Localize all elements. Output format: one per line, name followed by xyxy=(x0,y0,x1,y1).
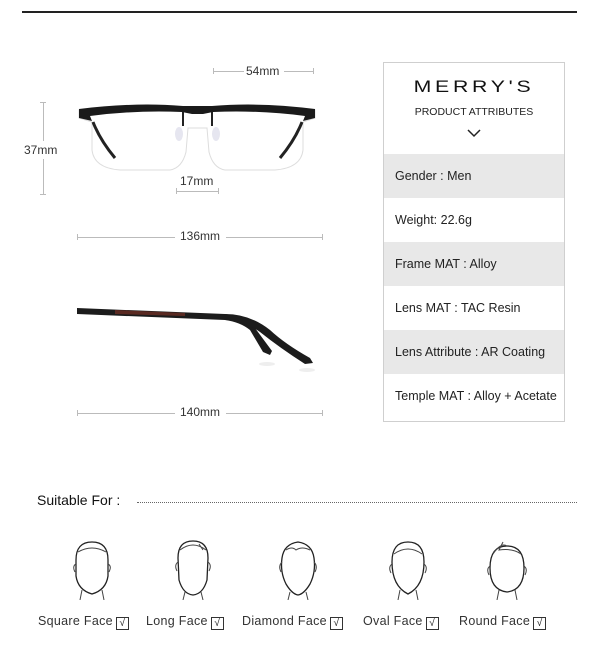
attr-weight: Weight: 22.6g xyxy=(395,213,472,227)
dim-tick xyxy=(322,410,323,416)
checkbox-checked-icon: √ xyxy=(116,617,129,630)
face-label: Round Face xyxy=(459,614,531,628)
face-option-oval xyxy=(363,614,439,630)
glasses-front-image xyxy=(75,100,320,180)
dim-tick xyxy=(218,188,219,194)
face-label: Square Face xyxy=(38,614,113,628)
round-face-icon xyxy=(477,538,537,600)
oval-face-icon xyxy=(378,538,438,600)
diamond-face-icon xyxy=(268,538,328,600)
temple-length-label: 140mm xyxy=(180,405,221,419)
dim-line xyxy=(77,237,175,238)
dim-tick xyxy=(77,234,78,240)
glasses-side-image xyxy=(75,300,320,375)
dim-line xyxy=(77,413,175,414)
attr-temple-mat: Temple MAT : Alloy + Acetate xyxy=(395,389,557,403)
panel-subtitle: PRODUCT ATTRIBUTES xyxy=(414,106,534,118)
face-option-long xyxy=(146,614,224,630)
dim-line xyxy=(284,71,314,72)
lens-height-label: 37mm xyxy=(24,143,58,157)
brand-logo: MERRY'S xyxy=(413,77,535,96)
suitable-for-heading: Suitable For : xyxy=(37,492,121,508)
face-label: Oval Face xyxy=(363,614,423,628)
panel-header xyxy=(384,63,564,154)
dim-tick xyxy=(213,68,214,74)
dim-line xyxy=(214,71,244,72)
dim-tick xyxy=(322,234,323,240)
checkbox-checked-icon: √ xyxy=(330,617,343,630)
lens-width-label: 54mm xyxy=(246,64,280,78)
attr-lens-attribute: Lens Attribute : AR Coating xyxy=(384,330,564,374)
dim-line xyxy=(226,413,322,414)
attr-gender: Gender : Men xyxy=(384,154,564,198)
attr-lens-mat: Lens MAT : TAC Resin xyxy=(395,301,521,315)
dim-tick xyxy=(40,194,46,195)
attr-frame-mat: Frame MAT : Alloy xyxy=(384,242,564,286)
long-face-icon xyxy=(163,538,223,600)
checkbox-checked-icon: √ xyxy=(211,617,224,630)
dim-tick xyxy=(40,102,46,103)
dim-tick xyxy=(176,188,177,194)
checkbox-checked-icon: √ xyxy=(533,617,546,630)
dim-tick xyxy=(77,410,78,416)
checkbox-checked-icon: √ xyxy=(426,617,439,630)
dotted-divider xyxy=(137,502,577,503)
frame-width-label: 136mm xyxy=(180,229,221,243)
dim-line xyxy=(226,237,322,238)
dim-tick xyxy=(313,68,314,74)
face-label: Long Face xyxy=(146,614,208,628)
top-divider xyxy=(22,11,577,13)
face-option-diamond xyxy=(242,614,343,630)
face-label: Diamond Face xyxy=(242,614,327,628)
face-option-round xyxy=(459,614,546,630)
bridge-label: 17mm xyxy=(180,174,214,188)
product-attributes-panel xyxy=(383,62,565,422)
face-option-square xyxy=(38,614,129,630)
dim-line xyxy=(176,191,219,192)
chevron-down-icon xyxy=(467,126,481,140)
square-face-icon xyxy=(62,538,122,600)
